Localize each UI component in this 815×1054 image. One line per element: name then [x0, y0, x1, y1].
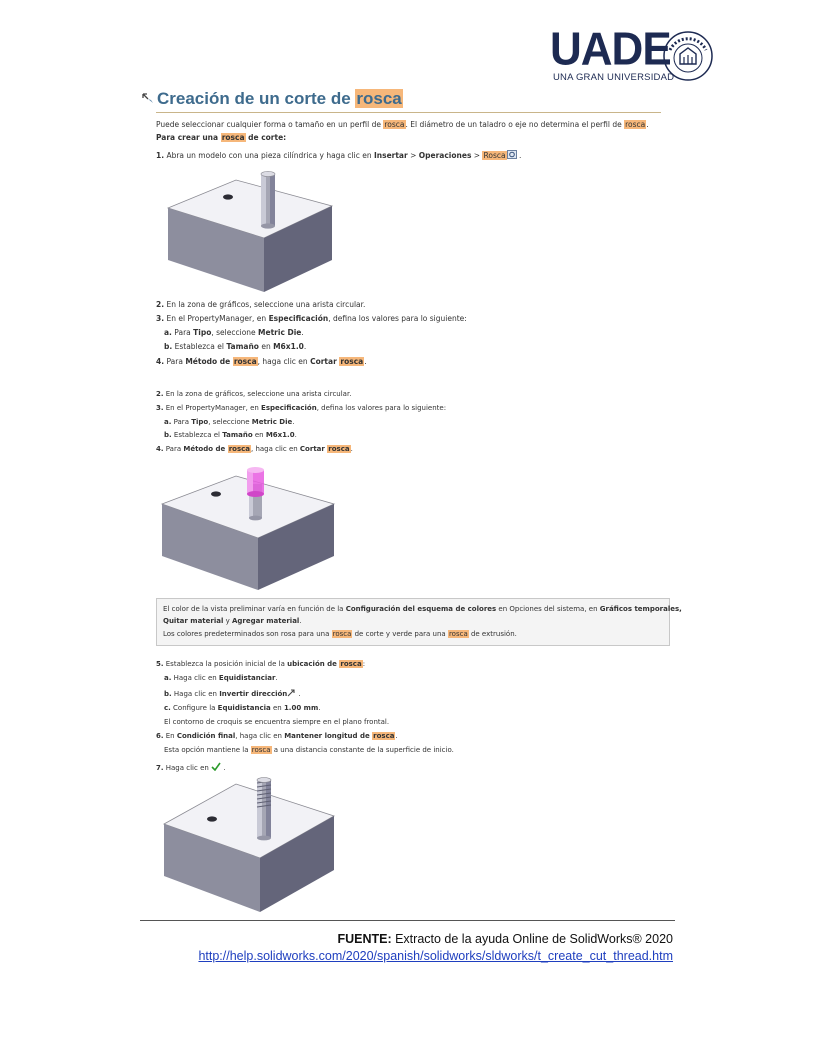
step-5: 5. Establezca la posición inicial de la ubicación de rosca:	[156, 660, 366, 668]
title-row	[141, 88, 661, 110]
source-credit: FUENTE: Extracto de la ayuda Online de SolidWorks® 2020	[337, 932, 673, 946]
step-3b-a: b. Establezca el Tamaño en M6x1.0.	[164, 342, 307, 351]
uade-logo	[550, 23, 720, 90]
title-divider	[156, 112, 661, 113]
figure-thread-preview	[158, 460, 338, 594]
step-2-a: 2. En la zona de gráficos, seleccione una arista circular.	[156, 300, 366, 309]
step-5a: a. Haga clic en Equidistanciar.	[164, 674, 278, 682]
step-3a-a: a. Para Tipo, seleccione Metric Die.	[164, 328, 304, 337]
color-note-box	[156, 598, 682, 646]
title-highlight: rosca	[356, 89, 402, 108]
step-6: 6. En Condición final, haga clic en Mantener longitud de rosca.	[156, 732, 398, 740]
footer-divider	[140, 920, 675, 921]
reverse-direction-icon	[287, 688, 296, 700]
source-link[interactable]: http://help.solidworks.com/2020/spanish/solidworks/sldworks/t_create_cut_thread.htm	[198, 949, 673, 963]
note-line-3: Los colores predeterminados son rosa para una rosca de corte y verde para una rosca de extrusión.	[163, 630, 517, 638]
intro-paragraph: Puede seleccionar cualquier forma o tamaño en un perfil de rosca. El diámetro de un taladro o eje no determina el perfil de rosca.	[156, 120, 649, 129]
figure-block-with-shaft	[160, 168, 338, 296]
step-6-note: Esta opción mantiene la rosca a una distancia constante de la superficie de inicio.	[164, 746, 454, 754]
step-1: 1. Abra un modelo con una pieza cilíndrica y haga clic en Insertar > Operaciones > Rosca .	[156, 151, 522, 160]
procedure-icon	[141, 91, 155, 105]
page-title: Creación de un corte de rosca	[157, 89, 402, 108]
note-line-1: El color de la vista preliminar varía en función de la Configuración del esquema de colores en Opciones del sistema, en Gráficos temporales,	[163, 605, 682, 613]
step-4-b: 4. Para Método de rosca, haga clic en Cortar rosca.	[156, 445, 353, 453]
ok-check-icon	[211, 762, 221, 774]
logo-tagline: UNA GRAN UNIVERSIDAD	[553, 72, 675, 83]
note-line-2: Quitar material y Agregar material.	[163, 617, 302, 625]
step-5-note: El contorno de croquis se encuentra siempre en el plano frontal.	[164, 718, 390, 726]
step-4-a: 4. Para Método de rosca, haga clic en Cortar rosca.	[156, 357, 367, 366]
step-2-b: 2. En la zona de gráficos, seleccione una arista circular.	[156, 390, 352, 398]
step-5c: c. Configure la Equidistancia en 1.00 mm.	[164, 704, 321, 712]
figure-threaded-result	[160, 776, 340, 916]
fundacion-seal-icon	[662, 30, 714, 82]
logo-wordmark: UADE	[550, 23, 671, 76]
step-3b-b: b. Establezca el Tamaño en M6x1.0.	[164, 431, 297, 439]
step-5b: b. Haga clic en Invertir dirección .	[164, 690, 301, 698]
step-3-a: 3. En el PropertyManager, en Especificación, defina los valores para lo siguiente:	[156, 314, 467, 323]
step-3-b: 3. En el PropertyManager, en Especificación, defina los valores para lo siguiente:	[156, 404, 447, 412]
step-3a-b: a. Para Tipo, seleccione Metric Die.	[164, 418, 295, 426]
step-7: 7. Haga clic en .	[156, 764, 226, 772]
thread-tool-icon	[507, 150, 517, 162]
procedure-heading: Para crear una rosca de corte:	[156, 133, 287, 142]
